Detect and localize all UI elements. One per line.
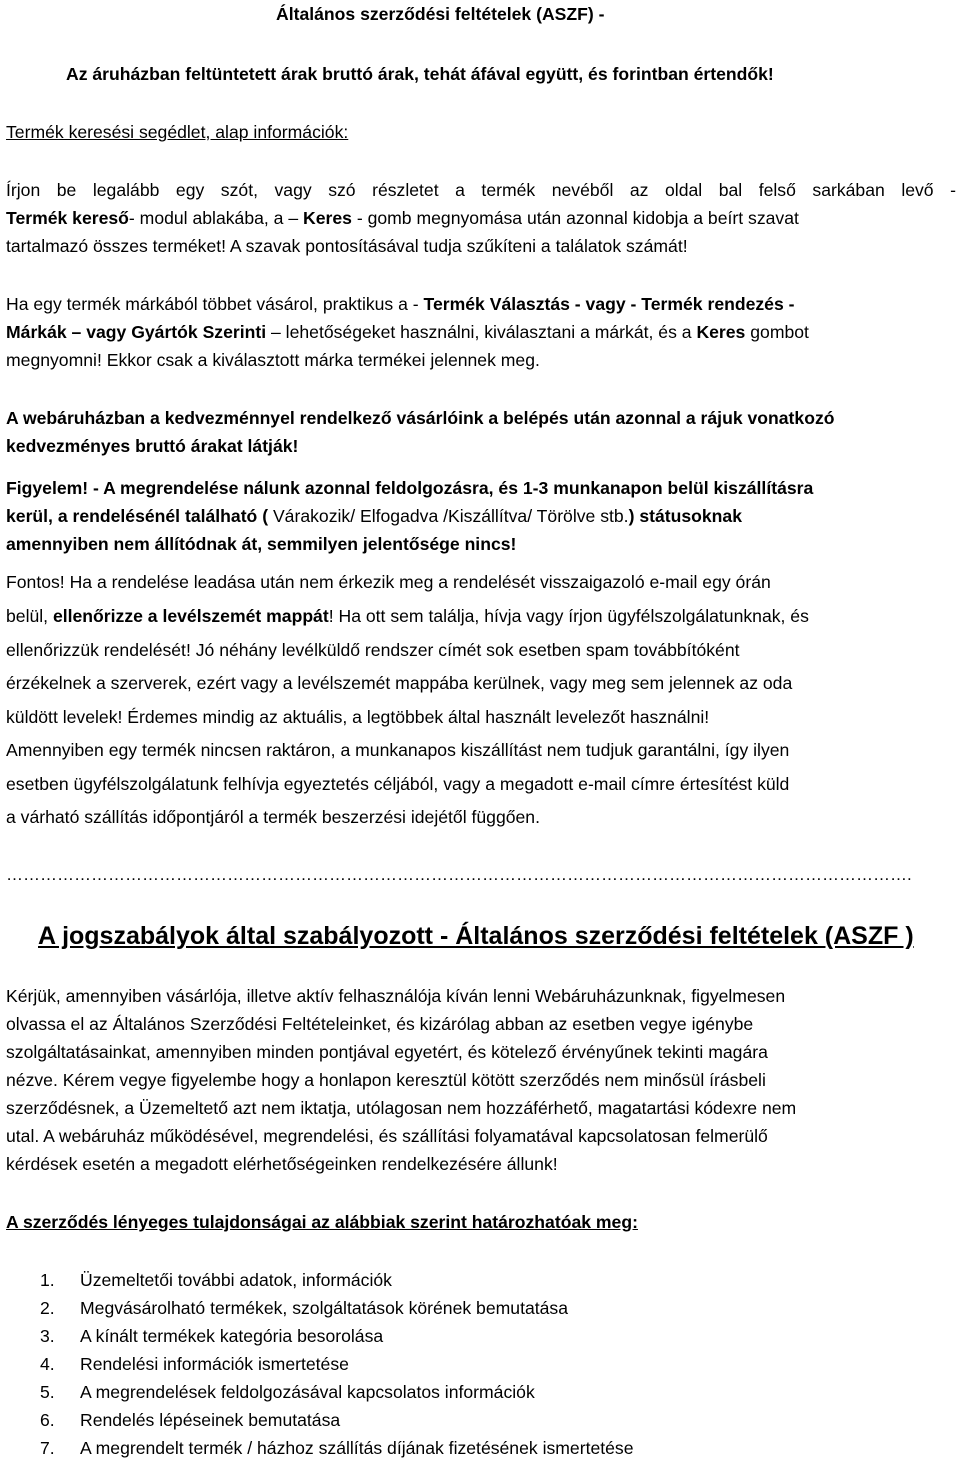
list-item-text: A megrendelt termék / házhoz szállítás díjának fizetésének ismertetése: [80, 1438, 634, 1458]
important-line-5: küldött levelek! Érdemes mindig az aktuális, a legtöbbek által használt levelezőt használni!: [6, 707, 710, 727]
intro-line-1: Kérjük, amennyiben vásárlója, illetve aktív felhasználója kíván lenni Webáruházunknak, figyelmesen: [6, 986, 786, 1006]
discount-note-line-2: kedvezményes bruttó árakat látják!: [6, 436, 299, 456]
list-item-number: 1.: [40, 1270, 55, 1290]
important-text: belül,: [6, 606, 53, 626]
discount-note-line-1: A webáruházban a kedvezménnyel rendelkező vásárlóink a belépés után azonnal a rájuk vonatkozó: [6, 408, 835, 428]
attention-line-2: [6, 506, 742, 527]
intro-line-5: szerződésnek, a Üzemeltető azt nem iktatja, utólagosan nem hozzáférhető, magatartási kódexre nem: [6, 1098, 797, 1118]
attention-text: kerül, a rendelésénél található (: [6, 506, 269, 526]
section-title: A jogszabályok által szabályozott - Általános szerződési feltételek (ASZF ): [38, 922, 914, 950]
important-line-4: érzékelnek a szerverek, ezért vagy a levélszemét mappába kerülnek, vagy meg sem jelennek az oda: [6, 673, 793, 693]
list-item-text: Rendelési információk ismertetése: [80, 1354, 349, 1374]
search-help-line-2: [6, 208, 956, 229]
list-item-number: 7.: [40, 1438, 55, 1458]
brands-label: Márkák – vagy Gyártók Szerinti: [6, 322, 267, 342]
brand-help-line-1: [6, 294, 795, 315]
list-item-number: 4.: [40, 1354, 55, 1374]
search-help-text-2: - gomb megnyomása után azonnal kidobja a beírt szavat: [351, 208, 799, 228]
brand-help-line-3: megnyomni! Ekkor csak a kiválasztott márka termékei jelennek meg.: [6, 350, 540, 370]
list-item-number: 2.: [40, 1298, 55, 1318]
important-line-6: Amennyiben egy termék nincsen raktáron, a munkanapos kiszállítást nem tudjuk garantálni, így ilyen: [6, 740, 790, 760]
important-text-2: ! Ha ott sem találja, hívja vagy írjon ügyfélszolgálatunknak, és: [328, 606, 809, 626]
list-item-text: A kínált termékek kategória besorolása: [80, 1326, 384, 1346]
important-line-2: [6, 606, 809, 627]
attention-text-2: ) státusoknak: [628, 506, 742, 526]
search-help-text: - modul ablakába, a –: [128, 208, 304, 228]
intro-line-3: szolgáltatásainkat, amennyiben minden pontjával egyetért, és kötelező érvényűnek tekinti magára: [6, 1042, 768, 1062]
attention-line-1: Figyelem! - A megrendelése nálunk azonnal feldolgozásra, és 1-3 munkanapon belül kiszállításra: [6, 478, 814, 498]
search-help-heading: Termék keresési segédlet, alap információk:: [6, 122, 349, 142]
price-note: Az áruházban feltüntetett árak bruttó árak, tehát áfával együtt, és forintban értendők!: [66, 64, 774, 84]
search-help-line-3: tartalmazó összes terméket! A szavak pontosításával tudja szűkíteni a találatok számát!: [6, 236, 688, 256]
product-choice-label: Termék Választás - vagy - Termék rendezés -: [423, 294, 795, 314]
list-item-number: 5.: [40, 1382, 55, 1402]
important-line-8: a várható szállítás időpontjáról a termék beszerzési idejétől függően.: [6, 807, 540, 827]
product-search-label: Termék kereső: [6, 208, 129, 228]
brand-help-text-3: gombot: [745, 322, 809, 342]
attention-line-3: amennyiben nem állítódnak át, semmilyen jelentősége nincs!: [6, 534, 517, 554]
important-line-3: ellenőrizzük rendelését! Jó néhány levélküldő rendszer címét sok esetben spam továbbítóként: [6, 640, 740, 660]
list-item-text: Megvásárolható termékek, szolgáltatások körének bemutatása: [80, 1298, 568, 1318]
intro-line-6: utal. A webáruház működésével, megrendelési, és szállítási folyamatával kapcsolatosan felmerülő: [6, 1126, 768, 1146]
list-item-text: Rendelés lépéseinek bemutatása: [80, 1410, 341, 1430]
separator-line: …………………………………………………………………………………………………………………………………………….: [6, 865, 912, 884]
contract-heading: A szerződés lényeges tulajdonságai az alábbiak szerint határozhatóak meg:: [6, 1212, 638, 1232]
important-line-7: esetben ügyfélszolgálatunk felhívja egyeztetés céljából, vagy a megadott e-mail címre értesítést küld: [6, 774, 790, 794]
status-list: Várakozik/ Elfogadva /Kiszállítva/ Törölve stb.: [268, 506, 629, 526]
list-item-text: A megrendelések feldolgozásával kapcsolatos információk: [80, 1382, 535, 1402]
intro-line-2: olvassa el az Általános Szerződési Feltételeinket, és kizárólag abban az esetben vegye igénybe: [6, 1014, 754, 1034]
search-help-line-1: Írjon be legalább egy szót, vagy szó részletet a termék nevéből az oldal bal felső sarkában levő -: [6, 180, 956, 200]
search-button-label: Keres: [303, 208, 352, 228]
intro-line-7: kérdések esetén a megadott elérhetőségeinken rendelkezésére állunk!: [6, 1154, 558, 1174]
important-line-1: Fontos! Ha a rendelése leadása után nem érkezik meg a rendelését visszaigazoló e-mail egy órán: [6, 572, 771, 592]
brand-help-line-2: [6, 322, 809, 343]
search-button-label-2: Keres: [696, 322, 746, 342]
intro-line-4: nézve. Kérem vegye figyelembe hogy a honlapon keresztül kötött szerződés nem minősül írásbeli: [6, 1070, 766, 1090]
list-item-text: Üzemeltetői további adatok, információk: [80, 1270, 392, 1290]
spam-folder-note: ellenőrizze a levélszemét mappát: [52, 606, 329, 626]
list-item-number: 3.: [40, 1326, 55, 1346]
list-item-number: 6.: [40, 1410, 55, 1430]
document-title: Általános szerződési feltételek (ASZF) -: [276, 4, 605, 24]
brand-help-text: Ha egy termék márkából többet vásárol, praktikus a -: [6, 294, 424, 314]
brand-help-text-2: – lehetőségeket használni, kiválasztani a márkát, és a: [266, 322, 697, 342]
